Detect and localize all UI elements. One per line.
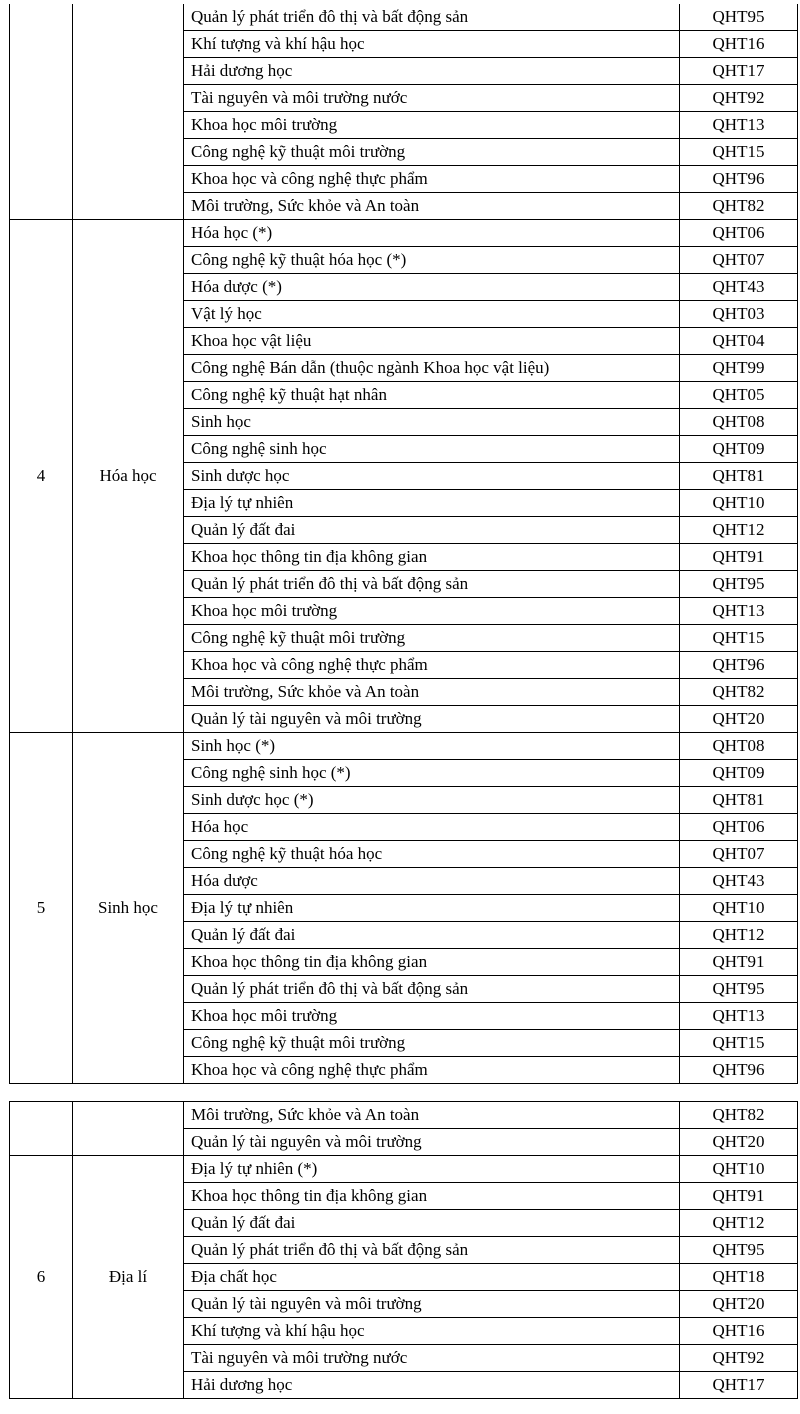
program-code-cell: QHT15 [680, 139, 798, 166]
program-code-cell: QHT07 [680, 841, 798, 868]
program-code-cell: QHT81 [680, 463, 798, 490]
table-row [10, 1102, 798, 1129]
program-code-cell: QHT03 [680, 301, 798, 328]
program-code-cell: QHT08 [680, 733, 798, 760]
program-name-cell: Môi trường, Sức khỏe và An toàn [184, 679, 680, 706]
program-name-cell: Quản lý phát triển đô thị và bất động sản [184, 1237, 680, 1264]
table-row [10, 733, 798, 760]
program-name-cell: Khí tượng và khí hậu học [184, 1318, 680, 1345]
program-code-cell: QHT10 [680, 1156, 798, 1183]
program-name-cell: Địa chất học [184, 1264, 680, 1291]
program-name-cell: Khoa học môi trường [184, 598, 680, 625]
program-name-cell: Quản lý đất đai [184, 1210, 680, 1237]
group-subject-cell: Hóa học [73, 220, 184, 733]
program-name-cell: Tài nguyên và môi trường nước [184, 1345, 680, 1372]
program-name-cell: Công nghệ kỹ thuật môi trường [184, 139, 680, 166]
program-name-cell: Vật lý học [184, 301, 680, 328]
program-code-cell: QHT99 [680, 355, 798, 382]
program-name-cell: Địa lý tự nhiên (*) [184, 1156, 680, 1183]
program-code-cell: QHT06 [680, 814, 798, 841]
program-name-cell: Công nghệ Bán dẫn (thuộc ngành Khoa học vật liệu) [184, 355, 680, 382]
program-name-cell: Môi trường, Sức khỏe và An toàn [184, 193, 680, 220]
program-code-cell: QHT05 [680, 382, 798, 409]
program-code-cell: QHT12 [680, 517, 798, 544]
program-code-cell: QHT95 [680, 571, 798, 598]
program-code-cell: QHT17 [680, 58, 798, 85]
program-code-cell: QHT12 [680, 922, 798, 949]
program-name-cell: Quản lý tài nguyên và môi trường [184, 1291, 680, 1318]
program-code-cell: QHT12 [680, 1210, 798, 1237]
program-name-cell: Hải dương học [184, 1372, 680, 1399]
program-name-cell: Hóa học [184, 814, 680, 841]
program-code-cell: QHT13 [680, 112, 798, 139]
program-code-cell: QHT95 [680, 976, 798, 1003]
program-name-cell: Quản lý tài nguyên và môi trường [184, 706, 680, 733]
program-name-cell: Khoa học thông tin địa không gian [184, 1183, 680, 1210]
program-code-cell: QHT15 [680, 625, 798, 652]
program-code-cell: QHT96 [680, 1057, 798, 1084]
program-name-cell: Công nghệ sinh học (*) [184, 760, 680, 787]
program-code-cell: QHT07 [680, 247, 798, 274]
program-name-cell: Quản lý đất đai [184, 922, 680, 949]
program-name-cell: Khoa học thông tin địa không gian [184, 949, 680, 976]
program-code-cell: QHT91 [680, 544, 798, 571]
program-name-cell: Hải dương học [184, 58, 680, 85]
program-code-cell: QHT08 [680, 409, 798, 436]
program-name-cell: Công nghệ kỹ thuật môi trường [184, 625, 680, 652]
group-subject-cell [73, 1102, 184, 1156]
program-name-cell: Địa lý tự nhiên [184, 895, 680, 922]
program-code-cell: QHT17 [680, 1372, 798, 1399]
program-code-cell: QHT82 [680, 193, 798, 220]
program-name-cell: Khoa học môi trường [184, 112, 680, 139]
program-code-cell: QHT96 [680, 652, 798, 679]
program-code-cell: QHT20 [680, 1291, 798, 1318]
programs-table-continued [9, 1101, 798, 1399]
program-name-cell: Quản lý đất đai [184, 517, 680, 544]
group-subject-cell: Sinh học [73, 733, 184, 1084]
program-name-cell: Quản lý phát triển đô thị và bất động sản [184, 4, 680, 31]
program-name-cell: Công nghệ sinh học [184, 436, 680, 463]
group-index-cell [10, 1102, 73, 1156]
program-name-cell: Tài nguyên và môi trường nước [184, 85, 680, 112]
group-subject-cell [73, 4, 184, 220]
program-name-cell: Hóa dược (*) [184, 274, 680, 301]
program-name-cell: Công nghệ kỹ thuật hạt nhân [184, 382, 680, 409]
program-name-cell: Khoa học môi trường [184, 1003, 680, 1030]
program-code-cell: QHT15 [680, 1030, 798, 1057]
program-name-cell: Công nghệ kỹ thuật hóa học (*) [184, 247, 680, 274]
program-code-cell: QHT96 [680, 166, 798, 193]
program-code-cell: QHT92 [680, 1345, 798, 1372]
program-code-cell: QHT82 [680, 679, 798, 706]
program-name-cell: Sinh học [184, 409, 680, 436]
program-name-cell: Khoa học vật liệu [184, 328, 680, 355]
program-code-cell: QHT91 [680, 949, 798, 976]
program-name-cell: Quản lý phát triển đô thị và bất động sản [184, 571, 680, 598]
program-code-cell: QHT95 [680, 4, 798, 31]
program-name-cell: Quản lý tài nguyên và môi trường [184, 1129, 680, 1156]
program-name-cell: Môi trường, Sức khỏe và An toàn [184, 1102, 680, 1129]
program-code-cell: QHT20 [680, 706, 798, 733]
program-name-cell: Khí tượng và khí hậu học [184, 31, 680, 58]
program-code-cell: QHT43 [680, 868, 798, 895]
program-name-cell: Quản lý phát triển đô thị và bất động sản [184, 976, 680, 1003]
program-code-cell: QHT13 [680, 1003, 798, 1030]
program-name-cell: Hóa dược [184, 868, 680, 895]
program-code-cell: QHT95 [680, 1237, 798, 1264]
program-name-cell: Công nghệ kỹ thuật hóa học [184, 841, 680, 868]
program-name-cell: Khoa học và công nghệ thực phẩm [184, 1057, 680, 1084]
group-index-cell [10, 4, 73, 220]
program-code-cell: QHT82 [680, 1102, 798, 1129]
program-name-cell: Khoa học thông tin địa không gian [184, 544, 680, 571]
program-code-cell: QHT20 [680, 1129, 798, 1156]
program-code-cell: QHT10 [680, 895, 798, 922]
program-code-cell: QHT09 [680, 436, 798, 463]
program-code-cell: QHT81 [680, 787, 798, 814]
group-index-cell: 4 [10, 220, 73, 733]
program-code-cell: QHT04 [680, 328, 798, 355]
program-name-cell: Địa lý tự nhiên [184, 490, 680, 517]
program-code-cell: QHT18 [680, 1264, 798, 1291]
program-code-cell: QHT13 [680, 598, 798, 625]
program-name-cell: Sinh dược học [184, 463, 680, 490]
program-code-cell: QHT06 [680, 220, 798, 247]
program-code-cell: QHT43 [680, 274, 798, 301]
program-code-cell: QHT16 [680, 1318, 798, 1345]
program-name-cell: Sinh dược học (*) [184, 787, 680, 814]
program-name-cell: Hóa học (*) [184, 220, 680, 247]
programs-table [9, 4, 798, 1084]
table-row [10, 1156, 798, 1183]
program-code-cell: QHT92 [680, 85, 798, 112]
program-code-cell: QHT10 [680, 490, 798, 517]
group-index-cell: 5 [10, 733, 73, 1084]
group-index-cell: 6 [10, 1156, 73, 1399]
program-name-cell: Công nghệ kỹ thuật môi trường [184, 1030, 680, 1057]
group-subject-cell: Địa lí [73, 1156, 184, 1399]
program-name-cell: Khoa học và công nghệ thực phẩm [184, 652, 680, 679]
table-row [10, 220, 798, 247]
program-code-cell: QHT09 [680, 760, 798, 787]
program-code-cell: QHT16 [680, 31, 798, 58]
program-name-cell: Sinh học (*) [184, 733, 680, 760]
program-code-cell: QHT91 [680, 1183, 798, 1210]
program-name-cell: Khoa học và công nghệ thực phẩm [184, 166, 680, 193]
table-row [10, 4, 798, 31]
